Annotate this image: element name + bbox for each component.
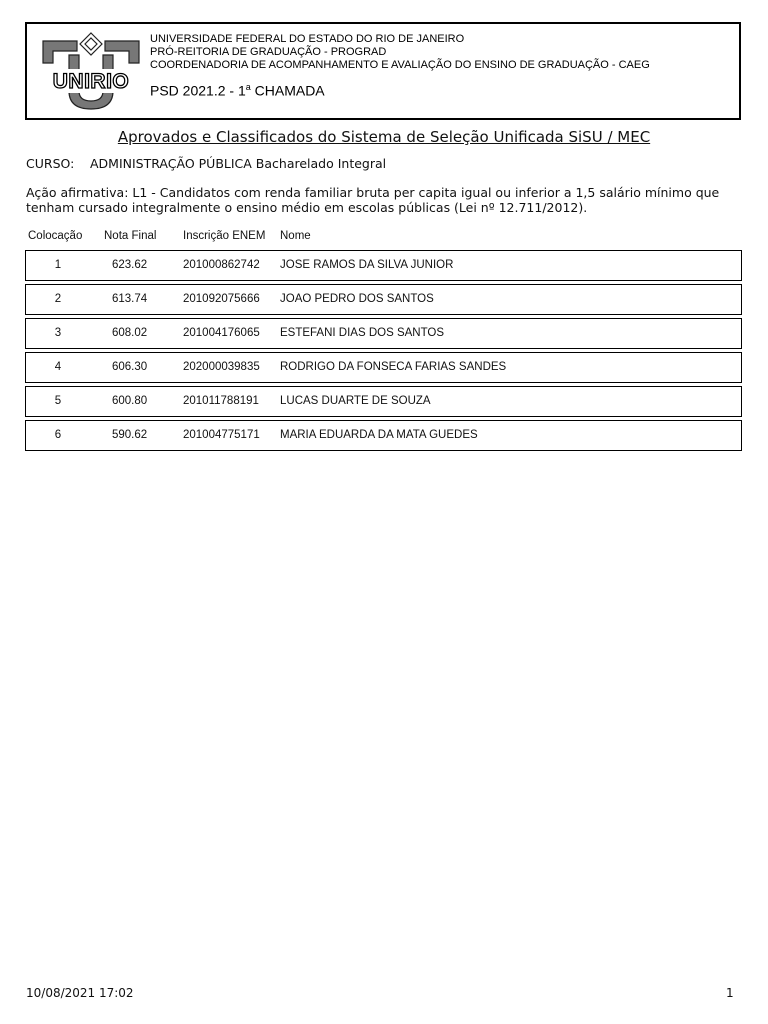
cell-nota: 600.80 xyxy=(112,395,148,407)
cell-nome: LUCAS DUARTE DE SOUZA xyxy=(280,395,431,407)
selection-call: PSD 2021.2 - 1$^a$ CHAMADA xyxy=(150,82,325,99)
table-row xyxy=(25,250,742,281)
cell-inscricao: 202000039835 xyxy=(183,361,260,373)
page-number: 1 xyxy=(726,986,734,1000)
cell-colocacao: 3 xyxy=(54,327,62,339)
cell-nota: 613.74 xyxy=(112,293,148,305)
cell-inscricao: 201092075666 xyxy=(183,293,260,305)
cell-colocacao: 4 xyxy=(54,361,62,373)
document-header xyxy=(25,22,741,120)
column-header-inscricao: Inscrição ENEM xyxy=(183,230,266,242)
cell-inscricao: 201004775171 xyxy=(183,429,260,441)
cell-colocacao: 6 xyxy=(54,429,62,441)
table-row xyxy=(25,386,742,417)
cell-nota: 606.30 xyxy=(112,361,148,373)
cell-colocacao: 5 xyxy=(54,395,62,407)
cell-nome: ESTEFANI DIAS DOS SANTOS xyxy=(280,327,445,339)
course-label: CURSO: xyxy=(26,156,75,171)
course-value: ADMINISTRAÇÃO PÚBLICA Bacharelado Integral xyxy=(90,156,387,171)
table-row xyxy=(25,318,742,349)
cell-inscricao: 201000862742 xyxy=(183,259,260,271)
column-header-nota: Nota Final xyxy=(104,230,157,242)
column-header-colocacao: Colocação xyxy=(28,230,83,242)
table-row xyxy=(25,420,742,451)
cell-nome: RODRIGO DA FONSECA FARIAS SANDES xyxy=(280,361,507,373)
institution-lines xyxy=(150,33,650,72)
cell-inscricao: 201011788191 xyxy=(183,395,259,407)
cell-nota: 590.62 xyxy=(112,429,148,441)
cell-inscricao: 201004176065 xyxy=(183,327,260,339)
unirio-logo xyxy=(39,29,143,115)
cell-nota: 608.02 xyxy=(112,327,148,339)
column-header-nome: Nome xyxy=(280,230,311,242)
institution-name: UNIVERSIDADE FEDERAL DO ESTADO DO RIO DE JANEIRO xyxy=(150,33,465,45)
cell-colocacao: 2 xyxy=(54,293,62,305)
cell-nome: JOSE RAMOS DA SILVA JUNIOR xyxy=(280,259,454,271)
cell-colocacao: 1 xyxy=(54,259,62,271)
coordination-name: COORDENADORIA DE ACOMPANHAMENTO E AVALIAÇÃO DO ENSINO DE GRADUAÇÃO - CAEG xyxy=(150,59,650,71)
cell-nota: 623.62 xyxy=(112,259,148,271)
course-line xyxy=(26,156,386,171)
footer-datetime: 10/08/2021 17:02 xyxy=(26,986,134,1000)
pro-rectory-name: PRÓ-REITORIA DE GRADUAÇÃO - PROGRAD xyxy=(150,46,387,58)
logo-text: UNIRIO xyxy=(52,70,130,93)
cell-nome: JOAO PEDRO DOS SANTOS xyxy=(280,293,434,305)
cell-nome: MARIA EDUARDA DA MATA GUEDES xyxy=(280,429,478,441)
table-row xyxy=(25,352,742,383)
page-title: Aprovados e Classificados do Sistema de Seleção Unificada SiSU / MEC xyxy=(117,128,651,146)
table-row xyxy=(25,284,742,315)
affirmative-action-text: Ação afirmativa: L1 - Candidatos com renda familiar bruta per capita igual ou inferior a 1,5 salário mínimo que tenham cursado integralmente o ensino médio em escolas públicas (Lei nº 12.711/2012). xyxy=(26,185,720,215)
